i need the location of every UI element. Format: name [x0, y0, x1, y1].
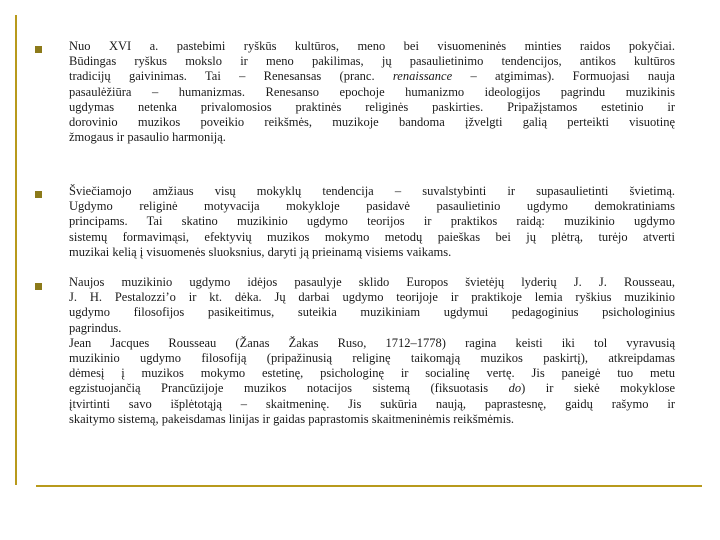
paragraph-line: pasaulėžiūra – humanizmas. Renesanso epochoje humanizmo ideologijos pagrindu muzikinis	[69, 84, 675, 99]
bullet-paragraph-1	[69, 39, 675, 145]
bullet-paragraph-3	[69, 275, 675, 427]
paragraph-line: Būdingas ryškus mokslo ir meno pakilimas, jų pasaulietinimo tendencijos, antikos kultūros	[69, 54, 675, 69]
paragraph-line: ugdymas netenka privalomosios praktinės religinės paskirties. Pripažįstamos estetinio ir	[69, 99, 675, 114]
bottom-accent-line	[36, 485, 702, 487]
paragraph-line: ugdymo filosofijos pasikeitimus, suteikia muzikiniam ugdymui pedagoginius psichologinius	[69, 305, 675, 320]
paragraph-line: J. H. Pestalozzi’o ir kt. dėka. Jų darbai ugdymo teorijoje ir praktikoje lemia ryškius muzikinio	[69, 290, 675, 305]
paragraph-line: tradicijų gaivinimas. Tai – Renesansas (pranc. renaissance – atgimimas). Formuojasi nauja	[69, 69, 675, 84]
bullet-marker	[35, 191, 42, 198]
paragraph-line: sistemų formavimąsi, efektyvių muzikos mokymo metodų paieškas bei jų plėtrą, turėjo atverti	[69, 229, 675, 244]
paragraph-line: principams. Tai skatino muzikinio ugdymo teorijos ir praktikos raidą: muzikinio ugdymo	[69, 214, 675, 229]
left-accent-line	[15, 15, 17, 485]
paragraph-line: muzikinio ugdymo filosofiją (pripažinusią religinę taikomąją muzikos paskirtį), atkreipdamas	[69, 351, 675, 366]
bullet-paragraph-2	[69, 184, 675, 260]
paragraph-line: pagrindus.	[69, 320, 122, 335]
paragraph-line: Šviečiamojo amžiaus visų mokyklų tendencija – suvalstybinti ir supasaulietinti švietimą.	[69, 184, 675, 198]
paragraph-line: muzikai kelią į visuomenės sluoksnius, daryti ją prieinamą visiems vaikams.	[69, 244, 452, 259]
paragraph-line: dėmesį į muzikos mokymo estetinę, psichologinę ir socialinę vertę. Jis paneigė tuo metu	[69, 366, 675, 381]
paragraph-line: žmogaus ir pasaulio harmoniją.	[69, 130, 226, 145]
paragraph-line: įtvirtinti savo išplėtotąją – skaitmeninę. Jis sukūria naują, paprastesnę, gaidų rašymo ir	[69, 396, 675, 411]
paragraph-line: egzistuojančią Prancūzijoje muzikos notacijos sistemą (fiksuotasis do) ir siekė mokyklose	[69, 381, 676, 396]
paragraph-line: dorovinio muzikos poveikio reikšmės, muzikoje bandoma įžvelgti galią perteikti visuotinę	[69, 115, 675, 130]
paragraph-line: Naujos muzikinio ugdymo idėjos pasaulyje sklido Europos švietėjų lyderių J. J. Rousseau,	[69, 275, 675, 289]
bullet-marker	[35, 46, 42, 53]
paragraph-line: Jean Jacques Rousseau (Žanas Žakas Ruso, 1712–1778) ragina keisti iki tol vyravusią	[69, 335, 675, 350]
paragraph-line: skaitymo sistemą, pakeisdamas linijas ir gaidas paprastomis skaitmeninėmis reikšmėmis.	[69, 411, 515, 426]
paragraph-line: Ugdymo religinė motyvacija mokykloje pasidavė pasaulietinio ugdymo demokratiniams	[69, 199, 675, 214]
bullet-marker	[35, 283, 42, 290]
paragraph-line: Nuo XVI a. pastebimi ryškūs kultūros, meno bei visuomeninės minties raidos pokyčiai.	[69, 39, 675, 53]
